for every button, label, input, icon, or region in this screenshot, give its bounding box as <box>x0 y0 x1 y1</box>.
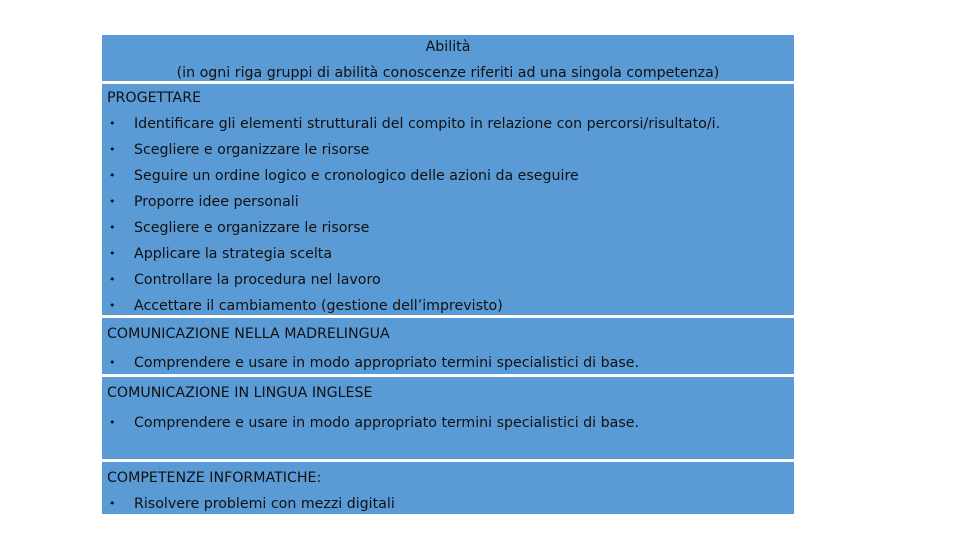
bullet-icon: • <box>109 143 116 156</box>
list-item: Risolvere problemi con mezzi digitali <box>134 496 395 512</box>
section-progettare <box>102 84 794 315</box>
list-item: Scegliere e organizzare le risorse <box>134 142 370 158</box>
bullet-icon: • <box>109 195 116 208</box>
bullet-icon: • <box>109 497 116 510</box>
bullet-icon: • <box>109 273 116 286</box>
section-informatiche <box>102 462 794 514</box>
table-header <box>102 35 794 81</box>
list-item: Comprendere e usare in modo appropriato termini specialistici di base. <box>134 355 639 371</box>
section-heading: COMUNICAZIONE NELLA MADRELINGUA <box>107 326 390 342</box>
bullet-icon: • <box>109 117 116 130</box>
list-item: Proporre idee personali <box>134 194 299 210</box>
list-item: Comprendere e usare in modo appropriato termini specialistici di base. <box>134 415 639 431</box>
skills-table <box>102 35 794 514</box>
list-item: Scegliere e organizzare le risorse <box>134 220 370 236</box>
bullet-icon: • <box>109 247 116 260</box>
bullet-icon: • <box>109 416 116 429</box>
section-madrelingua <box>102 318 794 374</box>
list-item: Controllare la procedura nel lavoro <box>134 272 381 288</box>
bullet-icon: • <box>109 221 116 234</box>
section-heading: COMUNICAZIONE IN LINGUA INGLESE <box>107 385 373 401</box>
section-inglese <box>102 377 794 459</box>
header-subtitle: (in ogni riga gruppi di abilità conoscenze riferiti ad una singola competenza) <box>176 65 720 81</box>
bullet-icon: • <box>109 169 116 182</box>
section-heading: PROGETTARE <box>107 90 202 106</box>
list-item: Accettare il cambiamento (gestione dell’imprevisto) <box>134 298 503 314</box>
section-heading: COMPETENZE INFORMATICHE: <box>107 470 322 486</box>
list-item: Identificare gli elementi strutturali del compito in relazione con percorsi/risultato/i. <box>134 116 721 132</box>
list-item: Seguire un ordine logico e cronologico delle azioni da eseguire <box>134 168 579 184</box>
header-title: Abilità <box>425 39 471 55</box>
bullet-icon: • <box>109 299 116 312</box>
bullet-icon: • <box>109 356 116 369</box>
list-item: Applicare la strategia scelta <box>134 246 333 262</box>
